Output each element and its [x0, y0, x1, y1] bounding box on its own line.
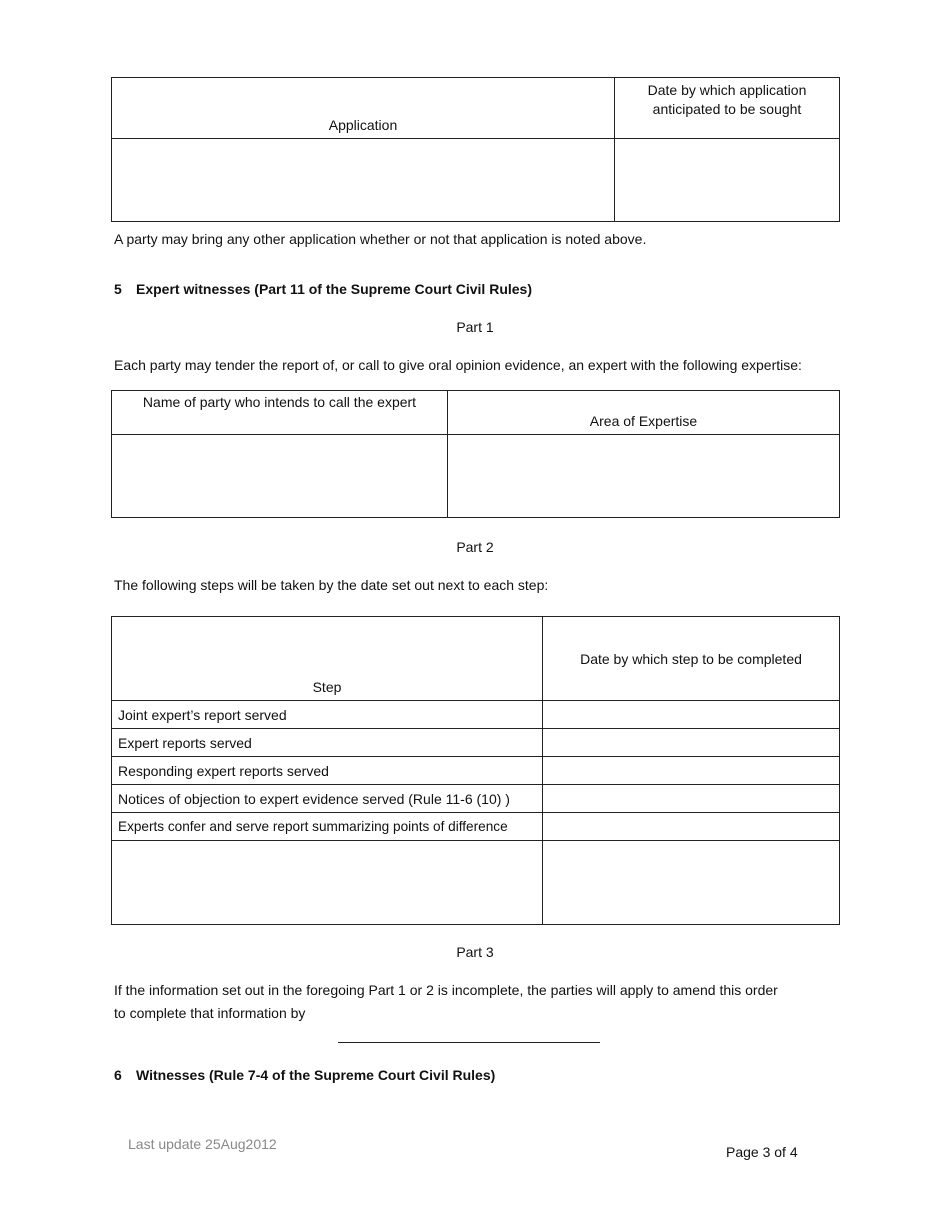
applications-table	[111, 77, 840, 222]
party-entry-cell[interactable]	[112, 435, 448, 518]
part-3-label: Part 3	[456, 944, 494, 960]
part-3-text-line-1: If the information set out in the foregoing Part 1 or 2 is incomplete, the parties will apply to amend this order	[114, 982, 778, 998]
step-entry-cell[interactable]	[112, 841, 543, 925]
step-name-cell: Joint expert’s report served	[112, 701, 543, 729]
step-name-cell: Expert reports served	[112, 729, 543, 757]
section-5-heading: 5 Expert witnesses (Part 11 of the Supreme Court Civil Rules)	[114, 281, 532, 297]
table-row	[112, 813, 840, 841]
part-3-text-line-2: to complete that information by	[114, 1005, 306, 1021]
step-date-cell[interactable]	[543, 757, 840, 785]
page-number: Page 3 of 4	[726, 1144, 798, 1160]
part-2-label: Part 2	[456, 539, 494, 555]
application-entry-cell[interactable]	[112, 139, 615, 222]
step-date-column-header: Date by which step to be completed	[543, 617, 840, 701]
steps-table	[111, 616, 840, 925]
application-column-header: Application	[112, 78, 615, 139]
expertise-entry-cell[interactable]	[448, 435, 840, 518]
step-name-cell: Responding expert reports served	[112, 757, 543, 785]
application-date-entry-cell[interactable]	[615, 139, 840, 222]
table-row	[112, 701, 840, 729]
step-name-cell: Notices of objection to expert evidence served (Rule 11-6 (10) )	[112, 785, 543, 813]
section-6-heading: 6 Witnesses (Rule 7-4 of the Supreme Court Civil Rules)	[114, 1067, 496, 1083]
table-row	[112, 785, 840, 813]
last-update-text: Last update 25Aug2012	[128, 1136, 277, 1152]
table-row	[112, 841, 840, 925]
experts-table	[111, 390, 840, 518]
part-2-intro: The following steps will be taken by the date set out next to each step:	[114, 577, 549, 593]
table-row	[112, 757, 840, 785]
step-date-cell[interactable]	[543, 785, 840, 813]
application-date-column-header: Date by which application anticipated to be sought	[615, 78, 840, 139]
expertise-column-header: Area of Expertise	[448, 391, 840, 435]
part-1-intro: Each party may tender the report of, or call to give oral opinion evidence, an expert with the following expertise:	[114, 357, 802, 373]
step-date-cell[interactable]	[543, 701, 840, 729]
step-column-header: Step	[112, 617, 543, 701]
step-date-cell[interactable]	[543, 729, 840, 757]
other-application-note: A party may bring any other application whether or not that application is noted above.	[114, 231, 647, 247]
step-date-cell[interactable]	[543, 813, 840, 841]
part-1-label: Part 1	[456, 319, 494, 335]
step-date-entry-cell[interactable]	[543, 841, 840, 925]
table-row	[112, 729, 840, 757]
completion-date-blank-line[interactable]	[338, 1027, 600, 1043]
party-column-header: Name of party who intends to call the expert	[112, 391, 448, 435]
step-name-cell: Experts confer and serve report summarizing points of difference	[112, 813, 543, 841]
